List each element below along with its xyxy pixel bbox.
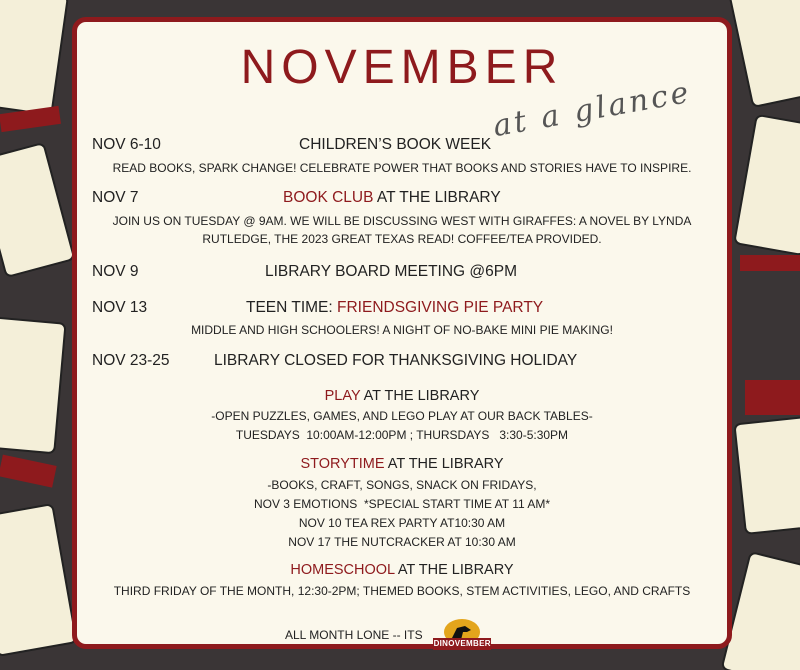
- event-description: RUTLEDGE, THE 2023 GREAT TEXAS READ! COFFEE/TEA PROVIDED.: [202, 232, 602, 246]
- program-title-highlight: HOMESCHOOL: [290, 562, 395, 578]
- program-line: NOV 3 EMOTIONS *SPECIAL START TIME AT 11 AM*: [253, 497, 551, 511]
- event-title-prefix: TEEN TIME:: [246, 299, 338, 316]
- page-subtitle: at a glance: [490, 74, 694, 145]
- dinovember-logo: [431, 618, 493, 652]
- program-line: -OPEN PUZZLES, GAMES, AND LEGO PLAY AT OUR BACK TABLES-: [211, 409, 593, 423]
- event-title-rest: AT THE LIBRARY: [373, 189, 501, 206]
- event-date: NOV 9: [92, 263, 139, 280]
- footer-text: ALL MONTH LONE -- ITS: [285, 628, 423, 642]
- event-title: [283, 189, 501, 207]
- event-date: NOV 13: [92, 299, 148, 316]
- program-line: NOV 17 THE NUTCRACKER AT 10:30 AM: [288, 535, 516, 549]
- event-description: READ BOOKS, SPARK CHANGE! CELEBRATE POWER THAT BOOKS AND STORIES HAVE TO INSPIRE.: [112, 161, 692, 175]
- program-line: NOV 10 TEA REX PARTY AT10:30 AM: [298, 516, 506, 530]
- program-line: THIRD FRIDAY OF THE MONTH, 12:30-2PM; THEMED BOOKS, STEM ACTIVITIES, LEGO, AND CRAFTS: [113, 584, 691, 598]
- event-title: CHILDREN’S BOOK WEEK: [299, 136, 492, 153]
- event-description: MIDDLE AND HIGH SCHOOLERS! A NIGHT OF NO-BAKE MINI PIE MAKING!: [191, 323, 613, 337]
- program-title: [77, 456, 727, 472]
- event-title: LIBRARY CLOSED FOR THANKSGIVING HOLIDAY: [214, 352, 578, 369]
- event-date: NOV 7: [92, 189, 139, 206]
- page-title: NOVEMBER: [240, 41, 564, 94]
- event-title-highlight: BOOK CLUB: [283, 189, 374, 206]
- event-title-highlight: FRIENDSGIVING PIE PARTY: [337, 299, 544, 316]
- program-title-highlight: PLAY: [324, 388, 361, 404]
- event-description: JOIN US ON TUESDAY @ 9AM. WE WILL BE DISCUSSING WEST WITH GIRAFFES: A NOVEL BY LYNDA: [112, 214, 692, 228]
- program-line: -BOOKS, CRAFT, SONGS, SNACK ON FRIDAYS,: [267, 478, 537, 492]
- logo-text: DINOVEMBER: [433, 639, 491, 648]
- program-title: [77, 562, 727, 578]
- program-title: [77, 388, 727, 404]
- event-date: NOV 23-25: [92, 352, 170, 369]
- program-title-rest: AT THE LIBRARY: [360, 388, 480, 404]
- program-line: TUESDAYS 10:00AM-12:00PM ; THURSDAYS 3:30-5:30PM: [235, 428, 569, 442]
- footer: [285, 618, 493, 652]
- calendar-card: [72, 17, 732, 649]
- program-title-rest: AT THE LIBRARY: [384, 456, 504, 472]
- event-title: [246, 299, 543, 317]
- event-date: NOV 6-10: [92, 136, 161, 153]
- program-title-highlight: STORYTIME: [300, 456, 385, 472]
- event-title: LIBRARY BOARD MEETING @6PM: [265, 263, 518, 280]
- program-title-rest: AT THE LIBRARY: [394, 562, 514, 578]
